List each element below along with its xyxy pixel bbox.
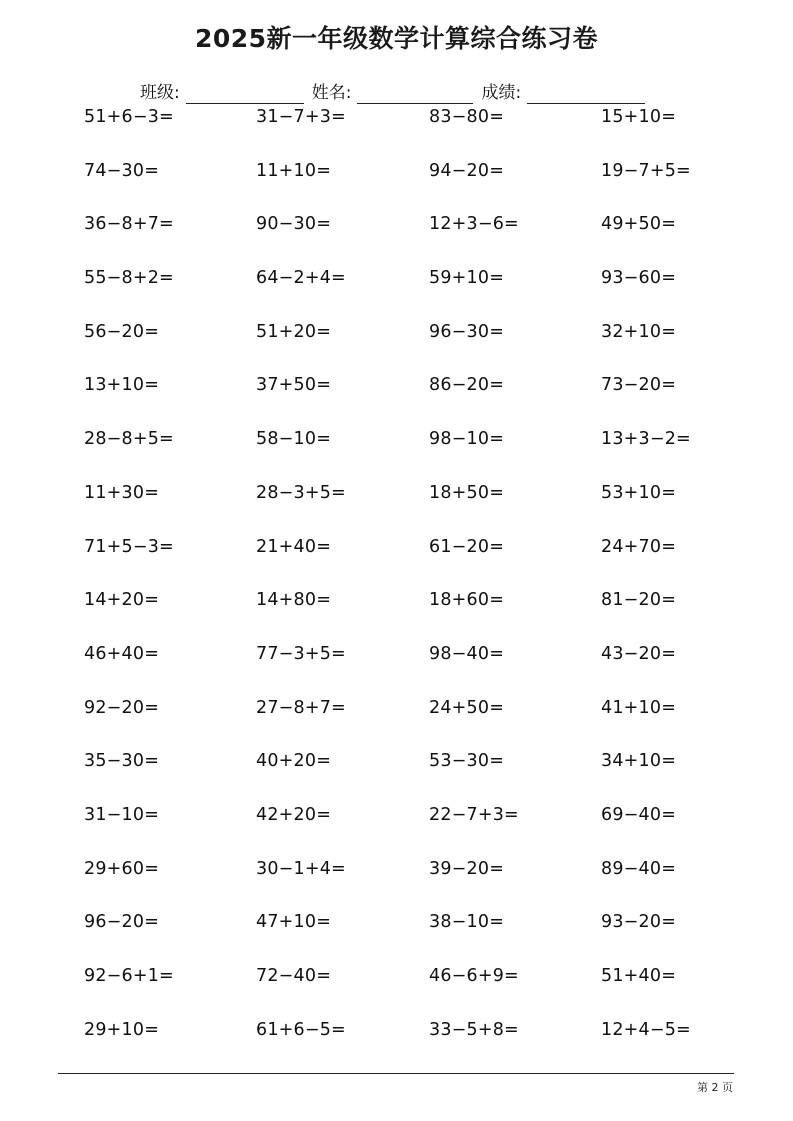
- footer-divider: [58, 1073, 734, 1074]
- problem-row: [84, 426, 724, 480]
- math-problem: 15+10=: [601, 107, 677, 127]
- math-problem: 40+20=: [256, 751, 332, 772]
- name-field: [312, 82, 474, 104]
- math-problem: 58−10=: [256, 429, 332, 450]
- problem-row: [84, 319, 724, 373]
- math-problem: 51+6−3=: [84, 107, 174, 127]
- name-blank[interactable]: [357, 83, 473, 104]
- math-problem: 72−40=: [256, 966, 332, 986]
- math-problem: 96−30=: [429, 321, 505, 342]
- math-problem: 43−20=: [601, 643, 677, 664]
- problem-row: [84, 802, 724, 856]
- math-problem: 14+80=: [256, 590, 332, 611]
- math-problem: 14+20=: [84, 590, 160, 611]
- math-problem: 42+20=: [256, 804, 332, 825]
- math-problem: 27−8+7=: [256, 697, 346, 718]
- math-problem: 29+60=: [84, 858, 160, 879]
- math-problem: 31−7+3=: [256, 107, 346, 127]
- math-problem: 53−30=: [429, 751, 505, 772]
- math-problem: 32+10=: [601, 321, 677, 342]
- problem-row: [84, 641, 724, 695]
- name-label: 姓名:: [311, 83, 352, 103]
- math-problem: 86−20=: [429, 375, 505, 396]
- math-problem: 61+6−5=: [256, 1019, 346, 1040]
- math-problem: 77−3+5=: [256, 643, 346, 664]
- math-problem: 51+20=: [256, 321, 332, 342]
- problem-row: [84, 695, 724, 749]
- problem-row: [84, 480, 724, 534]
- score-label: 成绩:: [481, 83, 522, 103]
- math-problem: 13+10=: [84, 375, 160, 396]
- math-problem: 93−20=: [601, 912, 677, 933]
- problem-row: [84, 158, 724, 212]
- problem-row: [84, 211, 724, 265]
- problem-row: [84, 963, 724, 1017]
- problem-row: [84, 748, 724, 802]
- math-problem: 81−20=: [601, 590, 677, 611]
- math-problem: 46+40=: [84, 643, 160, 664]
- math-problem: 33−5+8=: [429, 1019, 519, 1040]
- math-problem: 90−30=: [256, 214, 332, 235]
- math-problem: 69−40=: [601, 804, 677, 825]
- math-problem: 49+50=: [601, 214, 677, 235]
- math-problem: 30−1+4=: [256, 858, 346, 879]
- student-info-line: [140, 78, 653, 104]
- math-problem: 94−20=: [429, 160, 505, 181]
- problem-row: [84, 372, 724, 426]
- problem-row: [84, 909, 724, 963]
- problem-row: [84, 265, 724, 319]
- math-problem: 11+10=: [256, 160, 332, 181]
- class-field: [140, 82, 304, 104]
- math-problem: 53+10=: [601, 482, 677, 503]
- page-title: 2025新一年级数学计算综合练习卷: [194, 24, 599, 53]
- problem-row: [84, 534, 724, 588]
- math-problem: 31−10=: [84, 804, 160, 825]
- math-problem: 64−2+4=: [256, 268, 346, 289]
- math-problem: 12+4−5=: [601, 1019, 691, 1040]
- math-problem: 29+10=: [84, 1019, 160, 1040]
- math-problem: 24+70=: [601, 536, 677, 557]
- class-label: 班级:: [140, 83, 180, 103]
- math-problem: 19−7+5=: [601, 160, 691, 181]
- problem-row: [84, 856, 724, 910]
- math-problem: 39−20=: [429, 858, 505, 879]
- math-problem: 18+60=: [429, 590, 505, 611]
- math-problem: 56−20=: [84, 321, 160, 342]
- score-field: [481, 82, 645, 104]
- score-blank[interactable]: [527, 83, 645, 104]
- class-blank[interactable]: [186, 83, 304, 104]
- math-problem: 83−80=: [429, 107, 505, 127]
- math-problem: 41+10=: [601, 697, 677, 718]
- math-problem: 38−10=: [429, 912, 505, 933]
- math-problem: 18+50=: [429, 482, 505, 503]
- math-problem: 47+10=: [256, 912, 332, 933]
- problem-row: [84, 104, 724, 158]
- math-problem: 51+40=: [601, 966, 677, 986]
- math-problem: 61−20=: [429, 536, 505, 557]
- math-problem: 96−20=: [84, 912, 160, 933]
- math-problem: 37+50=: [256, 375, 332, 396]
- math-problem: 73−20=: [601, 375, 677, 396]
- math-problem: 36−8+7=: [84, 214, 174, 235]
- math-problem: 35−30=: [84, 751, 160, 772]
- math-problem: 74−30=: [84, 160, 160, 181]
- math-problem: 46−6+9=: [429, 966, 519, 986]
- math-problem: 93−60=: [601, 268, 677, 289]
- math-problem: 12+3−6=: [429, 214, 519, 235]
- math-problem: 55−8+2=: [84, 268, 174, 289]
- math-problem: 13+3−2=: [601, 429, 691, 450]
- math-problem: 24+50=: [429, 697, 505, 718]
- math-problem: 89−40=: [601, 858, 677, 879]
- math-problem: 22−7+3=: [429, 804, 519, 825]
- math-problem: 28−3+5=: [256, 482, 346, 503]
- math-problem: 21+40=: [256, 536, 332, 557]
- math-problem: 28−8+5=: [84, 429, 174, 450]
- math-problem: 11+30=: [84, 482, 160, 503]
- problem-row: [84, 1017, 724, 1071]
- page-number: 第 2 页: [697, 1081, 733, 1094]
- problem-row: [84, 587, 724, 641]
- math-problem: 92−6+1=: [84, 966, 174, 986]
- math-problem: 98−10=: [429, 429, 505, 450]
- math-problem: 98−40=: [429, 643, 505, 664]
- math-problem: 34+10=: [601, 751, 677, 772]
- math-problem: 71+5−3=: [84, 536, 174, 557]
- math-problem: 92−20=: [84, 697, 160, 718]
- problem-grid: [84, 104, 724, 1070]
- math-problem: 59+10=: [429, 268, 505, 289]
